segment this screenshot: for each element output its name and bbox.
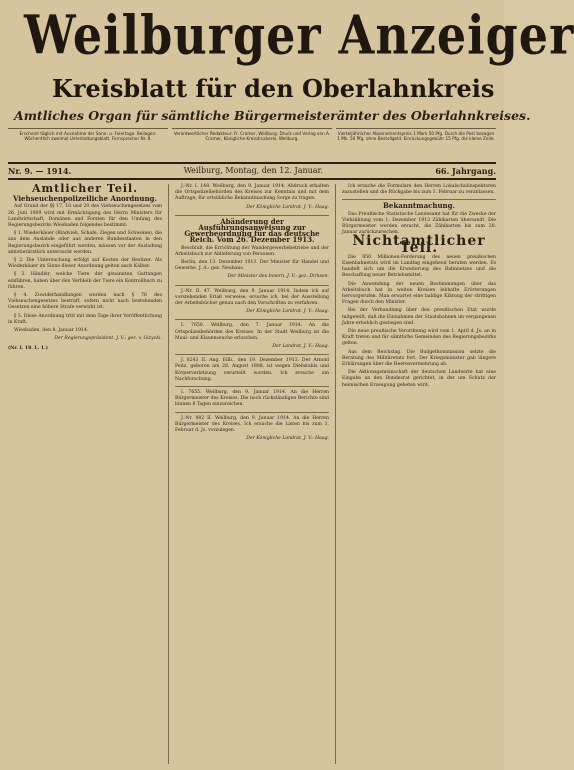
article-paragraph: I. 7650. Weilburg, den 7. Januar 1914. An die Ortspolizeibehörden des Kreises. In der Stadt Weilburg ist die Maul- und Klauenseuche erloschen. — [175, 323, 329, 341]
signature: Der Minister des Innern. J. V.: gez. Dirksen. — [227, 274, 329, 280]
divider — [175, 412, 329, 413]
article-paragraph: J.-Nr. 982 II. Weilburg, den 9. Januar 1914. An die Herren Bürgermeister des Kreises. Ich ersuche die Listen bis zum 1. Februar d. Js. vorzulegen. — [175, 415, 329, 434]
newspaper-tagline: Amtliches Organ für sämtliche Bürgermeisterämter des Oberlahnkreises. — [14, 108, 531, 123]
column-middle — [168, 184, 329, 764]
article-paragraph: J. 8243 II. Ang. Eilb., den 19. Dezember 1913. Der Arnold Peitz, geboren am 28. August 1888, ist wegen Diebstahls und Körperverletzung verurteilt worden. Ich ersuche um Nachforschung. — [175, 358, 329, 382]
article-paragraph: Bei der Verhandlung über den preußischen Etat wurde mitgeteilt, daß die Einnahmen der Staatsbahnen im vergangenen Jahre erheblich gestiegen sind. — [342, 308, 496, 326]
article-paragraph: J.-Nr. II. 47. Weilburg, den 9. Januar 1914. Indem ich auf vorstehenden Erlaß verweise, ersuche ich, bei der Ausstellung der Arbeitsbücher genau nach den Vorschriften zu verfahren. — [175, 288, 329, 307]
ordinance-heading: Viehseuchenpolizeiliche Anordnung. — [13, 194, 157, 204]
masthead-info-row — [8, 128, 496, 156]
column-left — [8, 184, 162, 764]
amendment-heading: Abänderung der Ausführungsanweisung zur Gewerbeordnung für das deutsche Reich. Vom 26. Dezember 1913. — [184, 216, 320, 245]
article-paragraph: Die Anwendung der neuen Bestimmungen über das Arbeitsbuch hat in weiten Kreisen lebhafte Erörterungen hervorgerufen. Man erwartet eine baldige Klärung der strittigen Fragen durch den Minister. — [342, 281, 496, 306]
article-paragraph: Berlin, den 13. Dezember 1913. Der Minister für Handel und Gewerbe. J. A.: gez. Neuhaus. — [175, 260, 329, 272]
divider — [175, 354, 329, 355]
divider — [175, 319, 329, 320]
unofficial-section-heading: Nichtamtlicher Teil. — [352, 233, 486, 256]
notice-heading: Bekanntmachung. — [383, 201, 455, 211]
article-paragraph: J.-Nr. I. 148. Weilburg, den 9. Januar 1914. Abdruck erhalten die Ortspolizeibehörden des Kreises zur Kenntnis und mit dem Auftrage, für ortsübliche Bekanntmachung Sorge zu tragen. — [175, 184, 329, 202]
issue-date: Weilburg, Montag, den 12. Januar. — [183, 166, 324, 175]
article-paragraph: Aus dem Reichstag. Die Budgetkommission setzte die Beratung des Militäretats fort. Der Kriegsminister gab längere Erklärungen über die Heeresvermehrung ab. — [342, 349, 496, 368]
divider — [175, 215, 329, 216]
masthead — [8, 3, 574, 164]
official-section-heading: Amtlicher Teil. — [31, 182, 139, 195]
newspaper-title: Weilburger Anzeiger — [24, 3, 574, 67]
signature: Der Königliche Landrat. J. V.: Haag. — [246, 436, 329, 442]
article-paragraph: I. 7655. Weilburg, den 9. Januar 1914. An die Herren Bürgermeister des Kreises. Die noch rückständigen Berichte sind binnen 8 Tagen einzureichen. — [175, 390, 329, 408]
article-paragraph: Die neue preußische Verordnung wird vom 1. April d. Js. an in Kraft treten und für sämtliche Gemeinden des Regierungsbezirks gelten. — [342, 329, 496, 347]
article-columns — [8, 180, 496, 764]
pricing-info: Vierteljährlicher Abonnementspreis 1 Mark 50 Pfg. Durch die Post bezogen 1 Mk. 50 Pfg. ohne Bestellgeld. Einrückungsgebühr 15 Pfg. die kleine Zeile. — [336, 128, 496, 156]
article-paragraph: § 2. Die Untersuchung erfolgt auf Kosten der Besitzer. Als Wiederkäuer im Sinne dieser Anordnung gelten auch Kälber. — [8, 258, 162, 270]
publisher-info: Verantwortlicher Redakteur: Fr. Cramer, Weilburg. Druck und Verlag von A. Cramer, Königliche Kreisdruckerei, Weilburg. — [172, 128, 332, 156]
column-right — [335, 184, 496, 764]
article-paragraph: Ich ersuche die Formulare den Herren Lokalschulinspektoren zuzustellen und die Rückgabe bis zum 1. Februar zu veranlassen. — [342, 184, 496, 196]
article-paragraph: § 3. Händler, welche Tiere der genannten Gattungen einführen, haben über den Verbleib der Tiere ein Kontrollbuch zu führen. — [8, 272, 162, 290]
publication-info: Erscheint täglich mit Ausnahme der Sonn- u. Feiertage. Beilagen: Wöchentlich zweimal Unterhaltungsblatt. Fernsprecher Nr. 8. — [8, 128, 168, 156]
reference-number: (Nr. I. 18. L. 1.) — [8, 346, 48, 352]
article-paragraph: Das Preußische Statistische Landesamt hat für die Zwecke der Viehzählung vom 1. Dezember 1913 Zählkarten übersandt. Die Bürgermeister werden ersucht, die Zählkarten bis zum 20. Januar zurückzureichen. — [342, 211, 496, 236]
article-paragraph: § 4. Zuwiderhandlungen werden nach § 76 des Viehseuchengesetzes bestraft, sofern nicht nach bestehenden Gesetzen eine höhere Strafe verwirkt ist. — [8, 293, 162, 311]
issue-bar — [8, 164, 496, 180]
signature: Der Regierungspräsident. J. V.: gez. v. Gizycki. — [54, 336, 162, 342]
article-paragraph: § 1. Wiederkäuer (Rindvieh, Schafe, Ziegen und Schweine), die aus dem Auslande oder aus anderen Bundesstaaten in den Regierungsbezirk eingeführt werden, müssen vor der Ausladung amtstierärztlich untersucht werden. — [8, 231, 162, 255]
article-paragraph: § 5. Diese Anordnung tritt mit dem Tage ihrer Veröffentlichung in Kraft. — [8, 313, 162, 325]
issue-year: 66. Jahrgang. — [435, 166, 496, 176]
signature: Der Königliche Landrat. J. V.: Haag. — [246, 204, 329, 210]
article-paragraph: Die 850 Millionen-Forderung des neuen preußischen Eisenbahnetats wird im Landtag eingehend beraten werden. Es handelt sich um die Erweiterung des Bahnnetzes und die Beschaffung neuer Betriebsmittel. — [342, 254, 496, 279]
article-paragraph: Die Aktionsgemeinschaft der deutschen Landwirte hat eine Eingabe an den Bundesrat gerichtet, in der um Schutz der heimischen Erzeugung gebeten wird. — [342, 370, 496, 388]
article-paragraph: Wiesbaden, den 8. Januar 1914. — [14, 328, 89, 334]
signature: Der Königliche Landrat. J. V.: Haag. — [246, 309, 329, 315]
signature: Der Landrat. J. V.: Haag. — [272, 344, 329, 350]
divider — [175, 285, 329, 286]
divider — [342, 199, 496, 200]
newspaper-subtitle: Kreisblatt für den Oberlahnkreis — [52, 74, 495, 103]
issue-number: Nr. 9. — 1914. — [8, 166, 72, 176]
article-paragraph: Auf Grund der §§ 17, 18 und 20 des Viehseuchengesetzes vom 26. Juni 1909 wird mit Ermächtigung des Herrn Ministers für Landwirtschaft, Domänen und Forsten für den Umfang des Regierungsbezirks Wiesbaden folgendes bestimmt: — [8, 204, 162, 229]
divider — [175, 386, 329, 387]
article-paragraph: Beschluß, die Errichtung der Wandergewerbebetriebe und der Arbeitsbuch zur Ablieferung von Personen. — [175, 245, 329, 257]
